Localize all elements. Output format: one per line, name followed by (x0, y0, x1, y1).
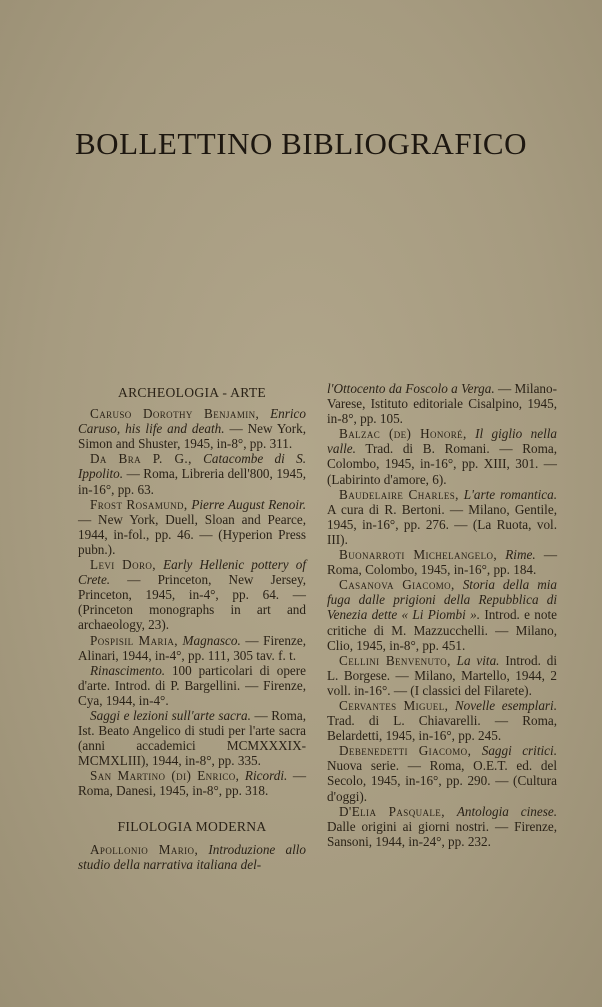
entry-author: Pospisil Maria, (90, 632, 178, 648)
entry-title: l'Ottocento da Foscolo a Verga. (327, 381, 495, 396)
entry-details: — Firenze, Alinari, 1944, in-4°, pp. 111, 305 tav. f. t. (78, 632, 307, 663)
bibliography-entry (78, 768, 306, 798)
entry-author: Cellini Benvenuto, (339, 652, 451, 668)
entry-title: Magnasco. (182, 632, 241, 648)
entry-details: Trad. di B. Romani. — Roma, Colombo, 1945, in-16°, pp. XIII, 301. — (Labirinto d'amore, 6). (327, 441, 558, 487)
entry-details: Trad. di L. Chiavarelli. — Roma, Belardetti, 1945, in-16°, pp. 245. (327, 713, 557, 744)
entry-details: Nuova serie. — Roma, O.E.T. ed. del Secolo, 1945, in-16°, pp. 290. — (Cultura d'oggi). (327, 758, 557, 804)
entry-author: D'Elia Pasquale, (339, 803, 445, 819)
entry-details: — Milano-Varese, Istituto editoriale Cisalpino, 1945, in-8°, pp. 105. (327, 381, 558, 427)
entry-author: Apollonio Mario, (90, 841, 199, 857)
section-heading-filologia: FILOLOGIA MODERNA (117, 818, 267, 834)
entry-details: — Roma, Ist. Beato Angelico di studi per l'arte sacra (anni accademici MCMXXXIX-MCMXLIII), 1944, in-8°, pp. 335. (78, 707, 306, 769)
entry-title: L'arte romantica. (463, 486, 558, 502)
bibliography-entry (327, 698, 557, 743)
entry-title: Saggi e lezioni sull'arte sacra. (90, 707, 251, 723)
entry-author: Balzac (de) Honoré, (339, 426, 467, 442)
entry-author: Buonarroti Michelangelo, (339, 547, 498, 563)
entry-author: Caruso Dorothy Benjamin, (90, 406, 260, 422)
left-column (78, 385, 306, 872)
entry-title: Ricordi. (244, 768, 288, 784)
entry-title: Rinascimento. (90, 662, 166, 678)
entry-details: — Princeton, New Jersey, Princeton, 1945, in-4°, pp. 64. — (Princeton monographs in art and archaeology, 23). (78, 572, 306, 633)
entry-title: Introduzione allo studio della narrativa italiana del- (78, 841, 306, 872)
entry-details: Dalle origini ai giorni nostri. — Firenze, Sansoni, 1944, in-24°, pp. 232. (327, 818, 557, 849)
entry-title: Early Hellenic pottery of Crete. (78, 557, 306, 588)
bibliography-entry (78, 663, 306, 708)
entry-title: Rime. (505, 547, 536, 563)
entry-author: Debenedetti Giacomo, (339, 743, 472, 759)
filologia-entries (78, 842, 306, 872)
right-entries (327, 426, 557, 849)
entry-title: La vita. (456, 652, 500, 668)
entry-details: — New York, Duell, Sloan and Pearce, 1944, in-fol., pp. 46. — (Hyperion Press pubn.). (78, 511, 306, 557)
right-column (327, 381, 557, 849)
entry-title: Novelle esemplari. (454, 697, 558, 713)
bibliography-entry (78, 497, 306, 557)
bibliography-entry (78, 451, 306, 496)
entry-details: — Roma, Colombo, 1945, in-16°, pp. 184. (327, 547, 558, 578)
entry-details: — Roma, Libreria dell'800, 1945, in-16°, pp. 63. (78, 466, 306, 497)
entry-details: Introd. di L. Borgese. — Milano, Martello, 1944, 2 voll. in-16°. — (I classici del Filarete). (327, 652, 557, 698)
entry-title: Saggi critici. (481, 743, 557, 759)
entry-title: Pierre August Renoir. (191, 496, 306, 512)
bibliography-entry (327, 577, 557, 652)
entry-title: Antologia cinese. (456, 803, 558, 819)
entry-title: Enrico Caruso, his life and death. (78, 406, 306, 437)
section-heading-archeologia: ARCHEOLOGIA - ARTE (117, 385, 267, 400)
bibliography-entry (78, 557, 306, 632)
entry-author: Frost Rosamund, (90, 496, 188, 512)
entry-author: Baudelaire Charles, (339, 486, 459, 502)
page-title: BOLLETTINO BIBLIOGRAFICO (75, 126, 527, 161)
entry-title: Catacombe di S. Ippolito. (78, 451, 306, 482)
bibliography-entry (78, 708, 306, 768)
bibliography-entry (327, 487, 557, 547)
entry-author: San Martino (di) Enrico, (90, 768, 240, 784)
entry-details: — New York, Simon and Shuster, 1945, in-8°, pp. 311. (78, 421, 306, 452)
entry-author: Casanova Giacomo, (339, 577, 455, 593)
entry-title: Il giglio nella valle. (327, 426, 557, 457)
entry-author: Da Bra P. G., (90, 451, 192, 467)
continued-entry (327, 381, 557, 426)
entry-details: Introd. e note critiche di M. Mazzucchelli. — Milano, Clio, 1945, in-8°, pp. 451. (327, 607, 557, 653)
bibliography-entry (78, 842, 306, 872)
entry-author: Levi Doro, (90, 557, 156, 573)
entry-details: 100 particolari di opere d'arte. Introd. di P. Bargellini. — Firenze, Cya, 1944, in-4°. (78, 662, 307, 708)
bibliography-entry (78, 406, 306, 451)
bibliography-entry (327, 743, 557, 803)
archeologia-entries (78, 406, 306, 798)
entry-details: A cura di R. Bertoni. — Milano, Gentile, 1945, in-16°, pp. 276. — (La Ruota, vol. III). (327, 501, 557, 547)
entry-details: — Roma, Danesi, 1945, in-8°, pp. 318. (78, 768, 307, 799)
bibliography-entry (327, 653, 557, 698)
bibliography-entry (327, 547, 557, 577)
bibliography-entry (78, 633, 306, 663)
entry-title: Storia della mia fuga dalle prigioni della Repubblica di Venezia dette « Li Piombi ». (327, 577, 557, 623)
bibliography-entry (327, 804, 557, 849)
entry-author: Cervantes Miguel, (339, 697, 449, 713)
bibliography-entry (327, 426, 557, 486)
